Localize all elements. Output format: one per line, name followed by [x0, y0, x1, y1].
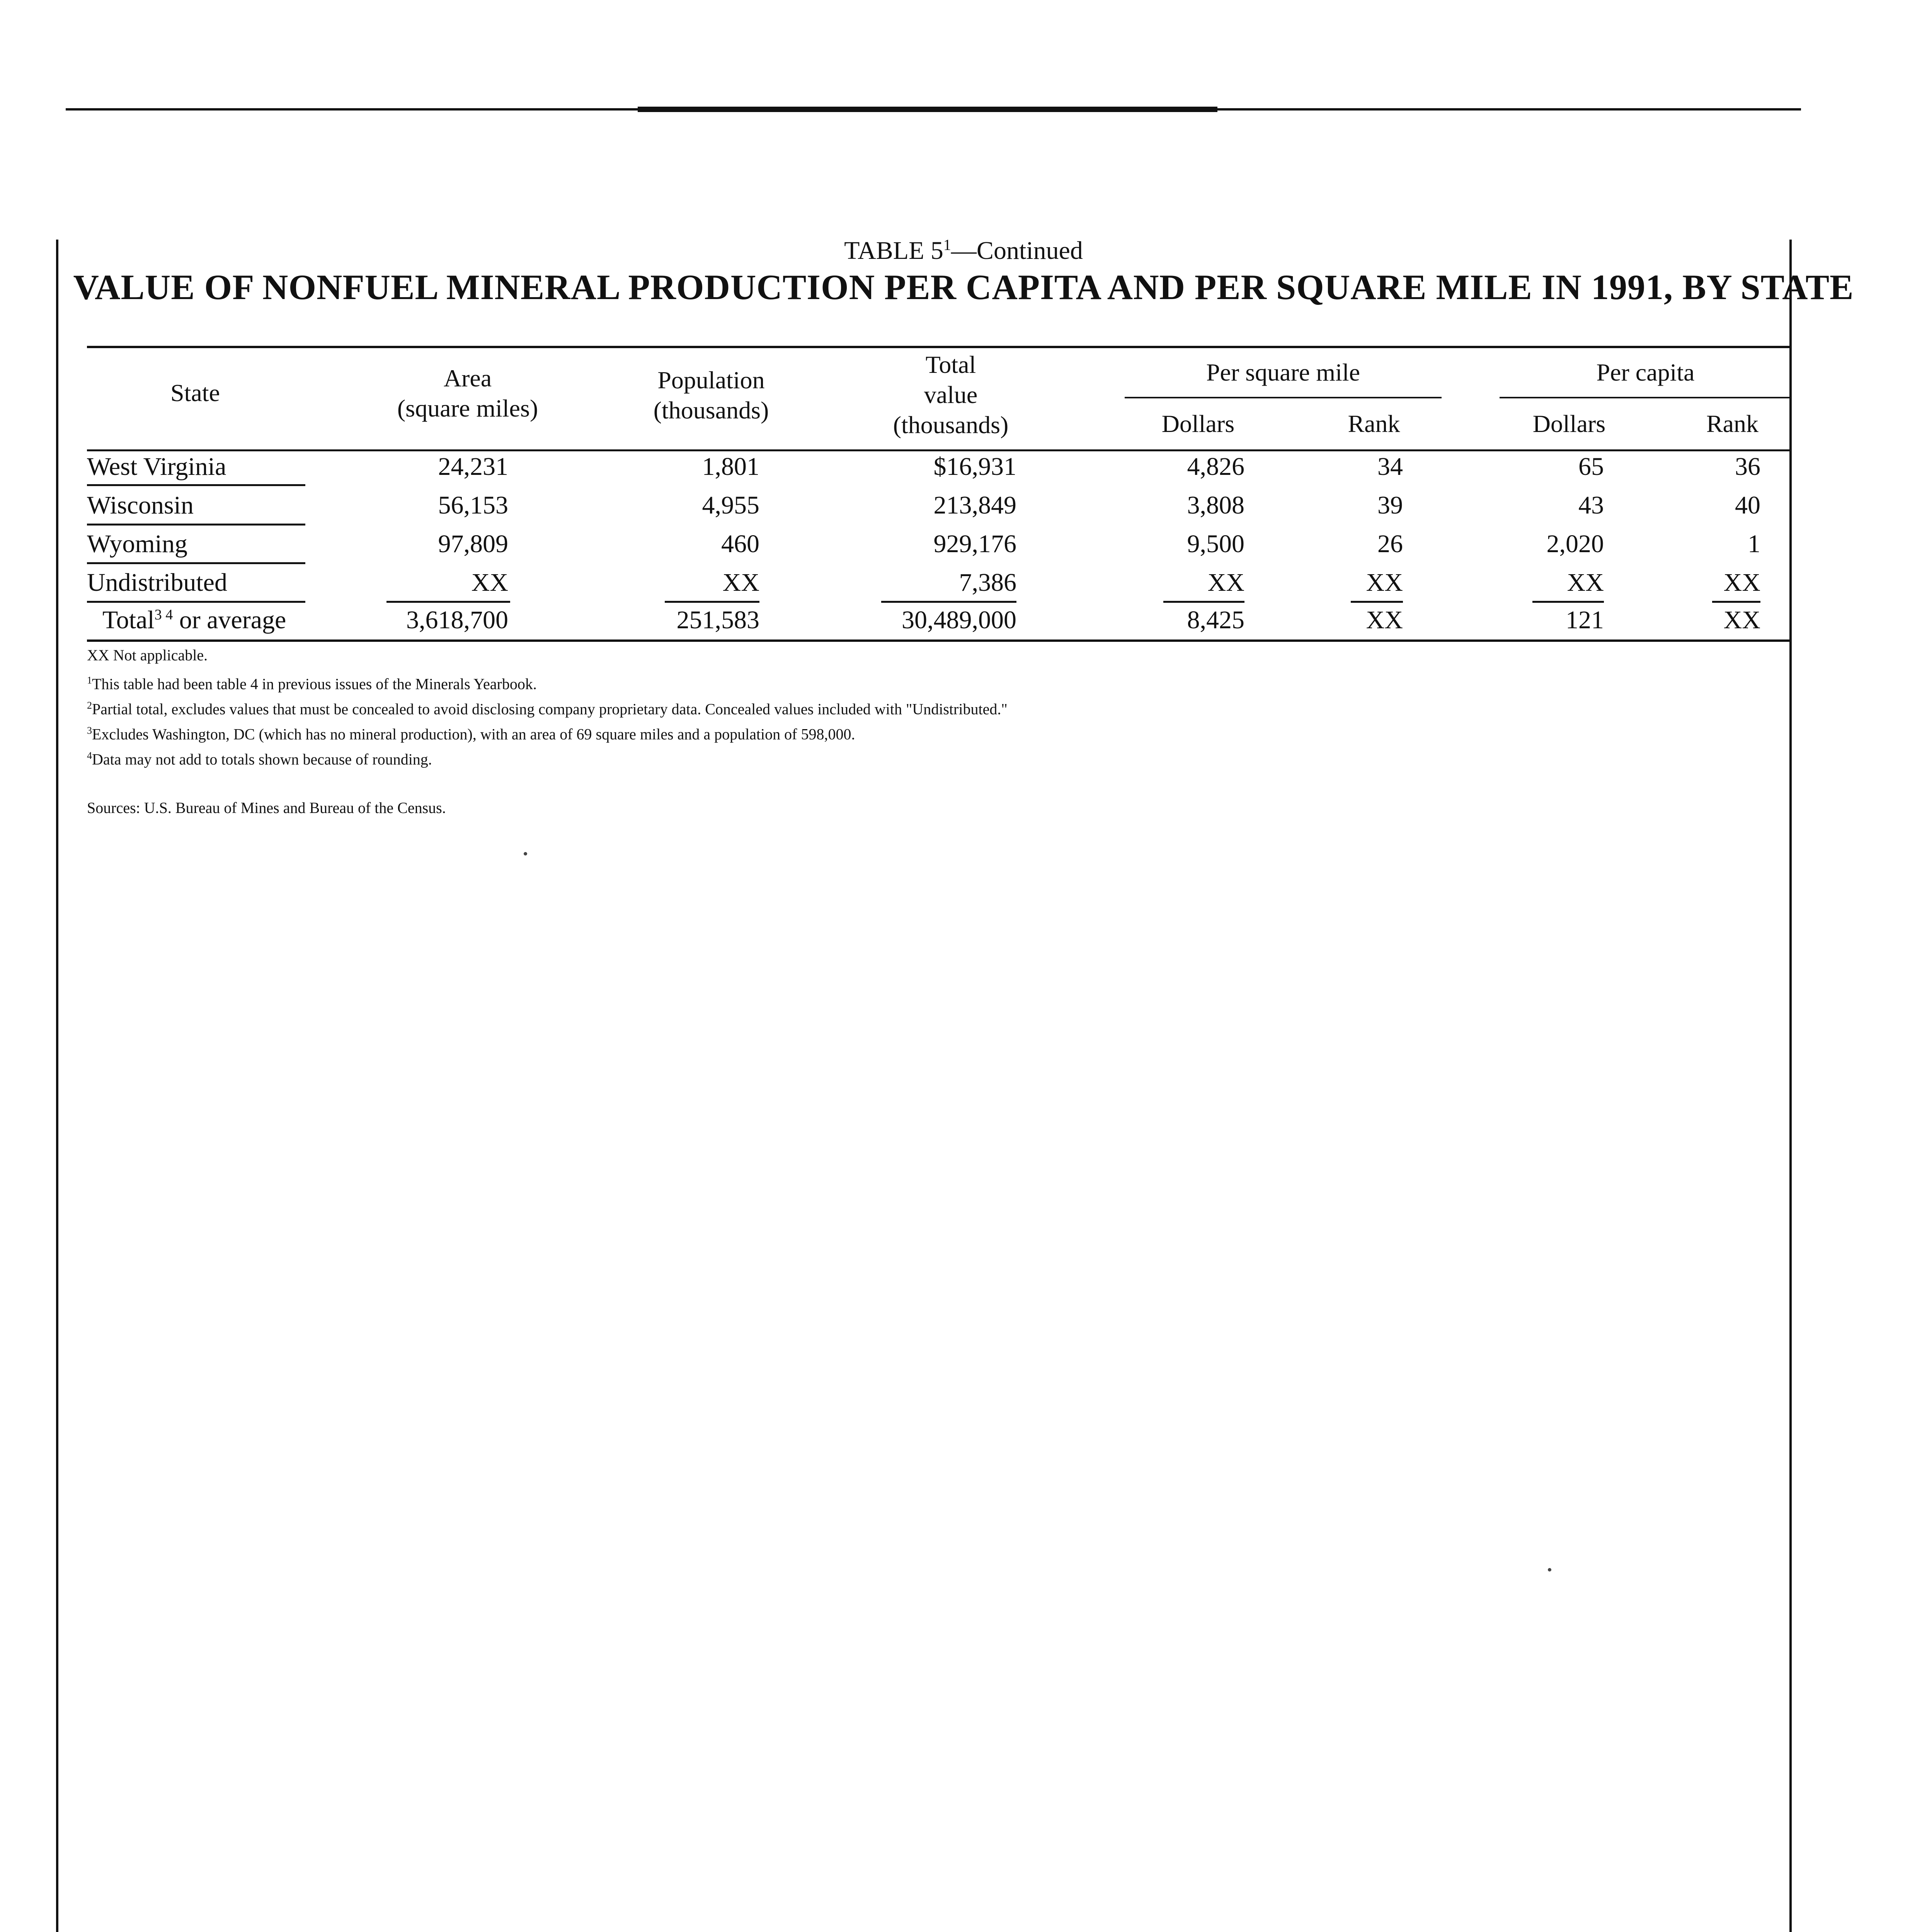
- table-row-psm-dollars: 9,500: [1187, 530, 1244, 558]
- scan-speck: [1548, 1568, 1551, 1571]
- table-row-state: West Virginia: [87, 452, 226, 481]
- footnote-2: [87, 695, 1008, 720]
- table-row-total-value: $16,931: [933, 452, 1016, 481]
- row-separator: [87, 562, 305, 564]
- header-pc-dollars: Dollars: [1532, 410, 1606, 437]
- footnote-1-text: This table had been table 4 in previous issues of the Minerals Yearbook.: [92, 675, 537, 693]
- table-row-population: 4,955: [702, 491, 759, 519]
- header-area-line1: Area: [443, 364, 492, 392]
- header-per-capita: Per capita: [1596, 359, 1695, 386]
- header-population-line1: Population: [657, 366, 765, 394]
- table-row-total-value: 929,176: [933, 530, 1016, 558]
- footnote-1: [87, 670, 537, 695]
- table-row-psm-rank: 34: [1377, 452, 1403, 481]
- footnote-1-sup: 1: [87, 675, 92, 686]
- total-separator-total-value: [881, 601, 1016, 603]
- row-separator: [87, 484, 305, 486]
- table-bottom-rule: [87, 639, 1791, 642]
- table-row-pc-rank: XX: [1723, 568, 1760, 597]
- total-separator-population: [665, 601, 759, 603]
- footnote-4: [87, 745, 432, 770]
- total-row-area: 3,618,700: [406, 606, 508, 634]
- table-row-psm-rank: 39: [1377, 491, 1403, 519]
- footnote-3-text: Excludes Washington, DC (which has no mineral production), with an area of 69 square miles and a population of 598,000.: [92, 725, 855, 743]
- footnote-2-text: Partial total, excludes values that must be concealed to avoid disclosing company proprietary data. Concealed values included with "Undistributed.": [92, 700, 1008, 718]
- total-row-psm-dollars: 8,425: [1187, 606, 1244, 634]
- total-row-label: [102, 605, 286, 636]
- total-separator-pc-rank: [1712, 601, 1760, 603]
- row-separator: [87, 524, 305, 526]
- top-rule-accent: [638, 107, 1217, 112]
- total-separator-psm-dollars: [1163, 601, 1244, 603]
- header-total-value-line2: value: [924, 381, 978, 408]
- scan-speck: [524, 852, 527, 855]
- table-number-sup: 1: [943, 236, 951, 253]
- header-population: [615, 365, 808, 425]
- header-area-line2: (square miles): [397, 395, 538, 422]
- table-row-psm-dollars: XX: [1207, 568, 1244, 597]
- footnote-4-text: Data may not add to totals shown because of rounding.: [92, 750, 432, 768]
- left-margin-rule: [56, 240, 58, 1932]
- total-separator-area: [386, 601, 510, 603]
- header-total-value: [850, 350, 1051, 440]
- table-row-pc-dollars: 65: [1578, 452, 1604, 481]
- header-state: State: [170, 379, 220, 406]
- total-row-label-suffix: or average: [173, 606, 286, 634]
- table-row-state: Wisconsin: [87, 491, 194, 519]
- header-total-value-line1: Total: [925, 351, 976, 378]
- table-top-rule: [87, 346, 1791, 348]
- table-row-pc-dollars: 43: [1578, 491, 1604, 519]
- table-row-pc-rank: 1: [1748, 530, 1760, 558]
- table-row-state: Undistributed: [87, 568, 227, 597]
- table-row-population: 1,801: [702, 452, 759, 481]
- table-row-psm-rank: XX: [1366, 568, 1403, 597]
- table-row-state: Wyoming: [87, 530, 188, 558]
- table-row-area: 56,153: [438, 491, 508, 519]
- footnote-4-sup: 4: [87, 750, 92, 761]
- table-row-total-value: 213,849: [933, 491, 1016, 519]
- per-square-mile-rule: [1125, 397, 1442, 398]
- total-row-label-text: Total: [102, 606, 155, 634]
- table-row-area: 24,231: [438, 452, 508, 481]
- table-row-pc-dollars: 2,020: [1546, 530, 1604, 558]
- header-area: [371, 363, 564, 423]
- table-row-population: 460: [721, 530, 759, 558]
- total-row-psm-rank: XX: [1366, 606, 1403, 634]
- table-number: [0, 236, 1927, 265]
- table-row-area: 97,809: [438, 530, 508, 558]
- table-row-area: XX: [471, 568, 508, 597]
- right-margin-rule: [1789, 240, 1792, 1932]
- table-row-psm-rank: 26: [1377, 530, 1403, 558]
- header-total-value-line3: (thousands): [893, 411, 1009, 439]
- table-row-pc-rank: 40: [1735, 491, 1760, 519]
- table-row-psm-dollars: 3,808: [1187, 491, 1244, 519]
- per-capita-rule: [1500, 397, 1791, 398]
- header-pc-rank: Rank: [1706, 410, 1759, 437]
- footnote-not-applicable: XX Not applicable.: [87, 646, 208, 664]
- table-title: VALUE OF NONFUEL MINERAL PRODUCTION PER CAPITA AND PER SQUARE MILE IN 1991, BY STATE: [73, 267, 1854, 307]
- total-separator-psm-rank: [1351, 601, 1403, 603]
- footnote-3: [87, 720, 855, 745]
- table-row-pc-rank: 36: [1735, 452, 1760, 481]
- footnote-3-sup: 3: [87, 725, 92, 736]
- total-row-total-value: 30,489,000: [902, 606, 1016, 634]
- total-separator-state: [87, 601, 305, 603]
- table-continued: —Continued: [951, 236, 1083, 265]
- header-psm-rank: Rank: [1348, 410, 1400, 437]
- total-row-pc-rank: XX: [1723, 606, 1760, 634]
- sources-note: Sources: U.S. Bureau of Mines and Bureau of the Census.: [87, 799, 446, 816]
- table-row-psm-dollars: 4,826: [1187, 452, 1244, 481]
- total-separator-pc-dollars: [1532, 601, 1604, 603]
- table-number-label: TABLE 5: [844, 236, 943, 265]
- table-row-population: XX: [722, 568, 759, 597]
- header-psm-dollars: Dollars: [1161, 410, 1235, 437]
- header-population-line2: (thousands): [653, 396, 769, 424]
- footnote-2-sup: 2: [87, 700, 92, 711]
- total-row-pc-dollars: 121: [1566, 606, 1604, 634]
- table-row-total-value: 7,386: [959, 568, 1016, 597]
- table-row-pc-dollars: XX: [1567, 568, 1604, 597]
- total-row-population: 251,583: [676, 606, 759, 634]
- header-per-square-mile: Per square mile: [1206, 359, 1360, 386]
- total-row-label-sup: 3 4: [154, 607, 173, 623]
